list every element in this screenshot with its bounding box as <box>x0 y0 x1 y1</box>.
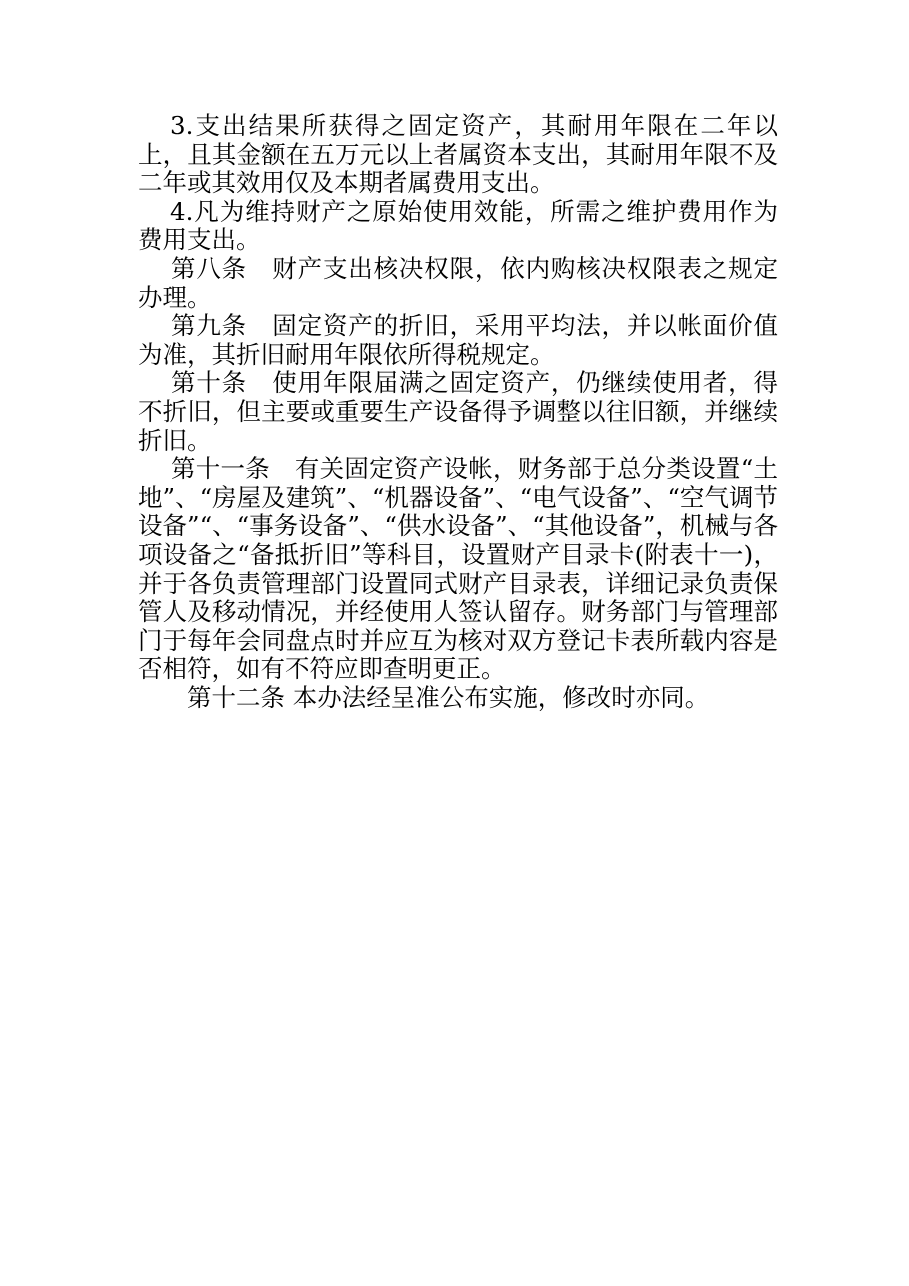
article-12: 第十二条 本办法经呈准公布实施，修改时亦同。 <box>187 682 710 712</box>
article-10: 第十条 使用年限届满之固定资产，仍继续使用者，得不折旧，但主要或重要生产设备得予调整以往旧额，并继续折旧。 <box>138 368 778 455</box>
paragraph-item-4: 4.凡为维持财产之原始使用效能，所需之维护费用作为费用支出。 <box>138 196 778 255</box>
paragraph-item-3: 3.支出结果所获得之固定资产，其耐用年限在二年以上，且其金额在五万元以上者属资本支出，其耐用年限不及二年或其效用仅及本期者属费用支出。 <box>138 111 778 198</box>
article-11: 第十一条 有关固定资产设帐，财务部于总分类设置“土地”、“房屋及建筑”、“机器设备”、“电气设备”、“空气调节设备”“、“事务设备”、“供水设备”、“其他设备”，机械与各项设备之“备抵折旧”等科目，设置财产目录卡(附表十一)，并于各负责管理部门设置同式财产目录表，详细记录负责保管人及移动情况，并经使用人签认留存。财务部门与管理部门于每年会同盘点时并应互为核对双方登记卡表所载内容是否相符，如有不符应即查明更正。 <box>138 454 778 684</box>
article-9: 第九条 固定资产的折旧，采用平均法，并以帐面价值为准，其折旧耐用年限依所得税规定。 <box>138 311 778 369</box>
article-8: 第八条 财产支出核决权限，依内购核决权限表之规定办理。 <box>138 253 778 312</box>
document-body <box>138 112 778 712</box>
